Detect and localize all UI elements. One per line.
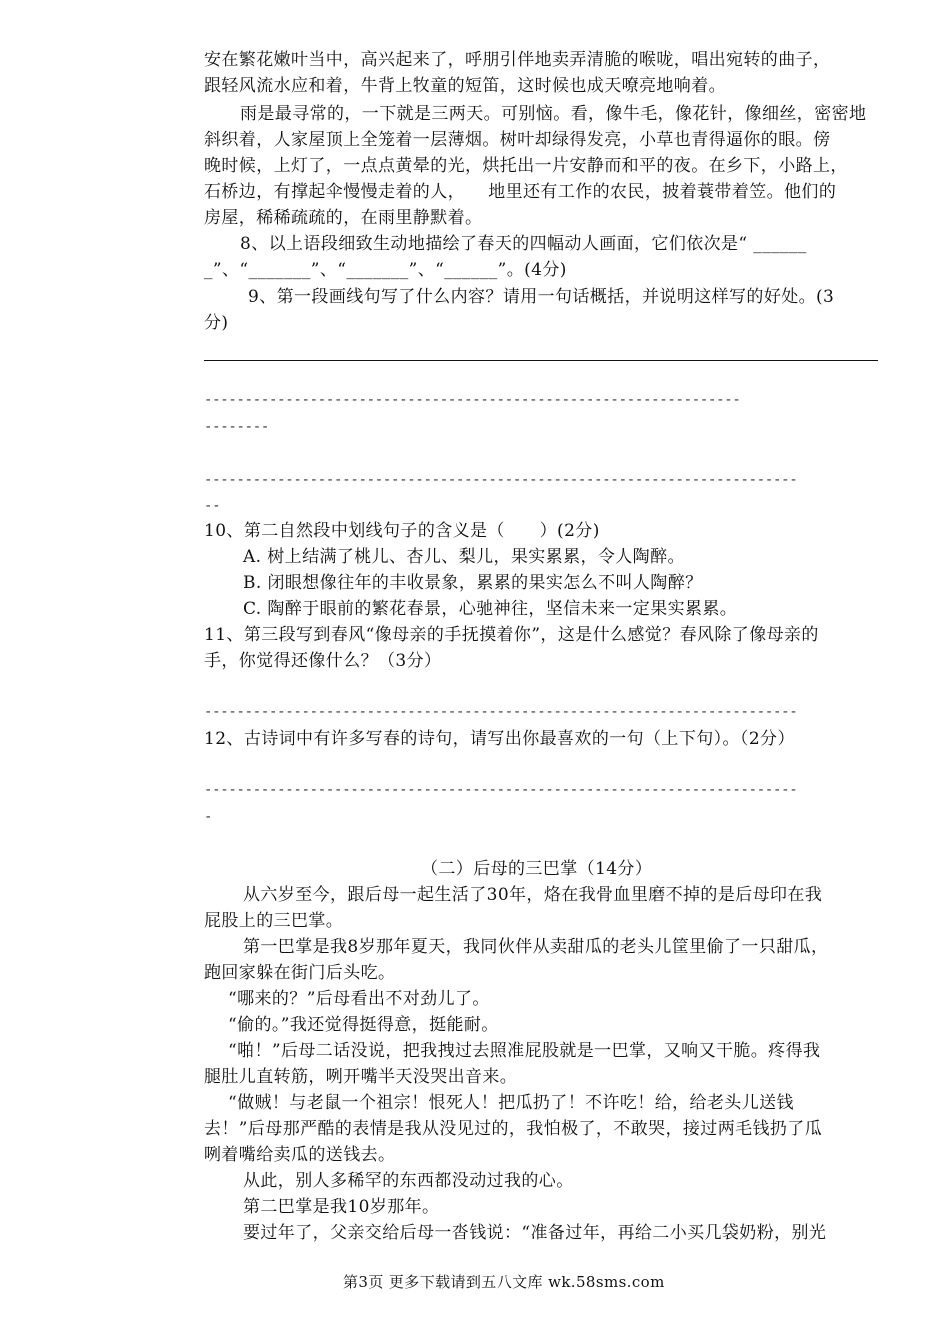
question-8-cont: _”、“_______”、“_______”、“______”。(4分) [204,260,567,280]
passage-line: 石桥边，有撑起伞慢慢走着的人， 地里还有工作的农民，披着蓑带着笠。他们的 [204,182,837,202]
answer-dash-line: ------------------------------------------------------------------------- [204,782,798,798]
passage-line: 雨是最寻常的，一下就是三两天。可别恼。看，像牛毛，像花针，像细丝，密密地 [240,104,867,124]
story-line: 屁股上的三巴掌。 [204,911,344,931]
answer-dash-line: - [204,809,213,825]
answer-dash-line: -------- [204,419,270,435]
question-11: 11、第三段写到春风“像母亲的手抚摸着你”，这是什么感觉？春风除了像母亲的 [204,625,819,645]
answer-rule [204,360,878,361]
story-line: 咧着嘴给卖瓜的送钱去。 [204,1145,396,1165]
story-line: 第一巴掌是我8岁那年夏天，我同伙伴从卖甜瓜的老头儿筐里偷了一只甜瓜， [243,937,829,957]
answer-dash-line: -- [204,498,221,514]
story-line: 要过年了，父亲交给后母一沓钱说：“准备过年，再给二小买几袋奶粉，别光 [243,1223,827,1243]
question-8: 8、以上语段细致生动地描绘了春天的四幅动人画面，它们依次是“ ______ [240,234,807,254]
question-10: 10、第二自然段中划线句子的含义是（ ）(2分) [204,521,600,541]
story-line: “哪来的？”后母看出不对劲儿了。 [228,989,490,1009]
passage-line: 房屋，稀稀疏疏的，在雨里静默着。 [204,208,483,228]
question-11-cont: 手，你觉得还像什么？（3分） [204,651,442,671]
answer-dash-line: ------------------------------------------------------------------------- [204,472,798,488]
story-line: 腿肚儿直转筋，咧开嘴半天没哭出音来。 [204,1067,518,1087]
story-line: 从此，别人多稀罕的东西都没动过我的心。 [243,1171,574,1191]
question-9: 9、第一段画线句写了什么内容？请用一句话概括，并说明这样写的好处。(3 [248,287,835,307]
story-line: “偷的。”我还觉得挺得意，挺能耐。 [228,1015,499,1035]
story-line: “啪！”后母二话没说，把我拽过去照准屁股就是一巴掌，又响又干脆。疼得我 [228,1041,821,1061]
story-line: “做贼！与老鼠一个祖宗！恨死人！把瓜扔了！不许吃！给，给老头儿送钱 [228,1093,794,1113]
question-9-cont: 分) [204,313,229,333]
story-line: 去！”后母那严酷的表情是我从没见过的，我怕极了，不敢哭，接过两毛钱扔了瓜 [204,1119,823,1139]
story-line: 第二巴掌是我10岁那年。 [243,1197,440,1217]
section-title: （二）后母的三巴掌（14分） [421,859,653,879]
answer-dash-line: ------------------------------------------------------------------------- [204,704,798,720]
passage-line: 斜织着，人家屋顶上全笼着一层薄烟。树叶却绿得发亮，小草也青得逼你的眼。傍 [204,130,831,150]
answer-dash-line: ------------------------------------------------------------------ [204,392,741,408]
story-line: 从六岁至今，跟后母一起生活了30年，烙在我骨血里磨不掉的是后母印在我 [243,885,823,905]
page-footer: 第3页 更多下载请到五八文库 wk.58sms.com [343,1273,665,1291]
story-line: 跑回家躲在街门后头吃。 [204,963,396,983]
question-12: 12、古诗词中有许多写春的诗句，请写出你最喜欢的一句（上下句）。（2分） [204,729,795,749]
passage-line: 晚时候，上灯了，一点点黄晕的光，烘托出一片安静而和平的夜。在乡下，小路上， [204,156,848,176]
question-10-option-b: B. 闭眼想像往年的丰收景象，累累的果实怎么不叫人陶醉？ [243,573,703,593]
question-10-option-c: C. 陶醉于眼前的繁花春景，心驰神往，坚信未来一定果实累累。 [243,599,738,619]
passage-line: 跟轻风流水应和着，牛背上牧童的短笛，这时候也成天嘹亮地响着。 [204,76,726,96]
question-10-option-a: A. 树上结满了桃儿、杏儿、梨儿，果实累累，令人陶醉。 [243,547,685,567]
passage-line: 安在繁花嫩叶当中，高兴起来了，呼朋引伴地卖弄清脆的喉咙，唱出宛转的曲子， [204,50,831,70]
